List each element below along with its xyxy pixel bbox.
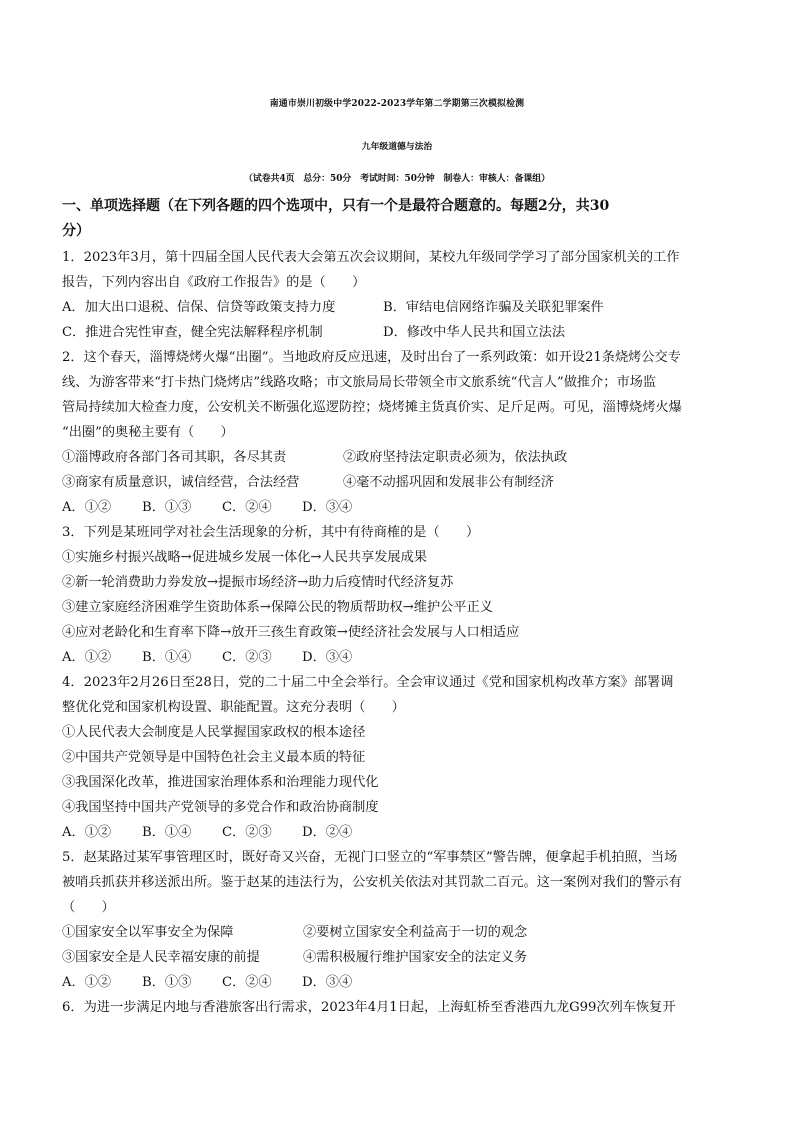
answer-d: D．③④ [302,975,353,990]
q5-stem: 5．赵某路过某军事管理区时，既好奇又兴奋，无视门口竖立的“军事禁区”警告牌，便拿起手机拍照，当场 [62,850,678,865]
q5-item-4: ④需积极履行维护国家安全的法定义务 [303,950,528,965]
section-heading: 一、单项选择题（在下列各题的四个选项中，只有一个是最符合题意的。每题2分，共30 [62,198,610,214]
answer-c: C．②③ [222,825,272,840]
answer-d: D．③④ [302,650,353,665]
q6-stem: 6．为进一步满足内地与香港旅客出行需求，2023年4月1日起，上海虹桥至香港西九龙G99次列车恢复开 [62,1000,676,1015]
q3-item-1: ①实施乡村振兴战略→促进城乡发展一体化→人民共享发展成果 [62,550,427,565]
q5-stem-cont: 被哨兵抓获并移送派出所。鉴于赵某的违法行为，公安机关依法对其罚款二百元。这一案例对我们的警示有 [62,875,682,890]
q4-stem: 4．2023年2月26日至28日，党的二十届二中全会举行。全会审议通过《党和国家机构改革方案》部署调 [62,675,674,690]
q3-item-3: ③建立家庭经济困难学生资助体系→保障公民的物质帮助权→维护公平正义 [62,600,493,615]
q4-stem-cont: 整优化党和国家机构设置、职能配置。这充分表明（ ） [62,700,405,715]
answer-b: B．①③ [142,975,192,990]
answer-a: A．①② [62,825,112,840]
q2-item-2: ②政府坚持法定职责必须为，依法执政 [343,450,568,465]
q1-option-d: D．修改中华人民共和国立法法 [383,325,566,340]
q3-stem: 3．下列是某班同学对社会生活现象的分析，其中有待商榷的是（ ） [62,525,480,540]
q1-option-b: B．审结电信网络诈骗及关联犯罪案件 [383,300,604,315]
exam-info: （试卷共4页 总分：50分 考试时间：50分钟 制卷人：审核人：备课组） [244,174,550,184]
section-heading-cont: 分） [62,223,90,239]
answer-a: A．①② [62,650,112,665]
q1-stem-cont: 报告，下列内容出自《政府工作报告》的是（ ） [62,275,366,290]
q1-option-a: A．加大出口退税、信保、信贷等政策支持力度 [62,300,336,315]
exam-subtitle: 九年级道德与法治 [361,142,433,152]
q3-item-2: ②新一轮消费助力券发放→提振市场经济→助力后疫情时代经济复苏 [62,575,454,590]
q2-stem: 2．这个春天，淄博烧烤火爆“出圈”。当地政府反应迅速，及时出台了一系列政策：如开设21条烧烤公交专 [62,350,681,365]
answer-b: B．①③ [142,500,192,515]
answer-c: C．②④ [222,975,272,990]
q5-stem-cont: （ ） [62,900,115,915]
q3-item-4: ④应对老龄化和生育率下降→放开三孩生育政策→使经济社会发展与人口相适应 [62,625,520,640]
answer-b: B．①④ [142,825,192,840]
q5-answers [62,973,352,993]
exam-title: 南通市崇川初级中学2022-2023学年第二学期第三次模拟检测 [269,99,525,109]
q4-item-1: ①人民代表大会制度是人民掌握国家政权的根本途径 [62,725,366,740]
answer-a: A．①② [62,500,112,515]
q3-answers [62,648,352,668]
q2-stem-cont: 管局持续加大检查力度，公安机关不断强化巡逻防控；烧烤摊主货真价实、足斤足两。可见，淄博烧烤火爆 [62,400,682,415]
answer-b: B．①④ [142,650,192,665]
q5-item-1: ①国家安全以军事安全为保障 [62,925,234,940]
q1-option-c: C．推进合宪性审查，健全宪法解释程序机制 [62,325,323,340]
q4-answers [62,823,352,843]
q4-item-4: ④我国坚持中国共产党领导的多党合作和政治协商制度 [62,800,379,815]
answer-c: C．②③ [222,650,272,665]
answer-d: D．③④ [302,500,353,515]
q2-item-4: ④毫不动摇巩固和发展非公有制经济 [343,475,554,490]
answer-a: A．①② [62,975,112,990]
answer-d: D．②④ [302,825,353,840]
q2-item-1: ①淄博政府各部门各司其职，各尽其责 [62,450,287,465]
answer-c: C．②④ [222,500,272,515]
q2-item-3: ③商家有质量意识，诚信经营，合法经营 [62,475,300,490]
q5-item-3: ③国家安全是人民幸福安康的前提 [62,950,260,965]
q4-item-3: ③我国深化改革，推进国家治理体系和治理能力现代化 [62,775,379,790]
q2-stem-cont: “出圈”的奥秘主要有（ ） [62,425,234,440]
q1-stem: 1．2023年3月，第十四届全国人民代表大会第五次会议期间，某校九年级同学学习了部分国家机关的工作 [62,250,680,265]
q2-answers [62,498,352,518]
q2-stem-cont: 线、为游客带来“打卡热门烧烤店”线路攻略；市文旅局局长带领全市文旅系统“代言人”做推介；市场监 [62,375,657,390]
q5-item-2: ②要树立国家安全利益高于一切的观念 [303,925,528,940]
q4-item-2: ②中国共产党领导是中国特色社会主义最本质的特征 [62,750,366,765]
